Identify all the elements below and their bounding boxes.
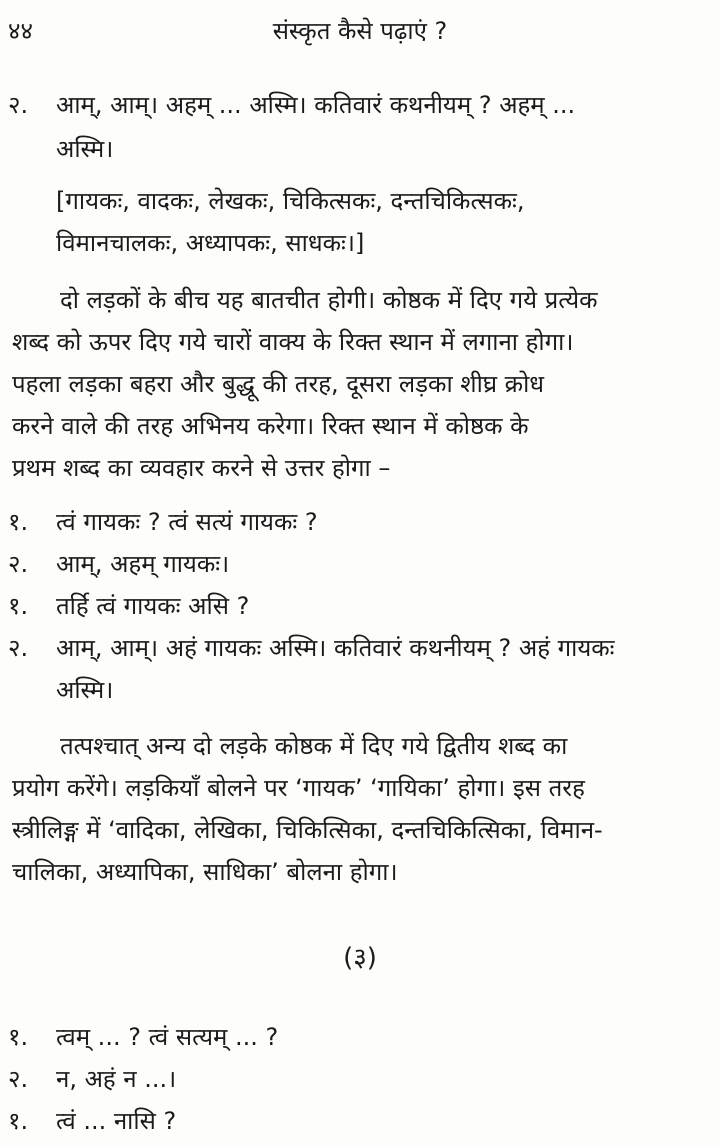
paragraph-line: शब्द को ऊपर दिए गये चारों वाक्य के रिक्त स्थान में लगाना होगा।	[12, 328, 574, 356]
paragraph-line: करने वाले की तरह अभिनय करेगा। रिक्त स्थान में कोष्ठक के	[12, 412, 529, 440]
list-item-text: आम्, आम्। अहं गायकः अस्मि। कतिवारं कथनीयम् ? अहं गायकः	[56, 634, 615, 662]
list-item-text: आम्, आम्। अहम् ... अस्मि। कतिवारं कथनीयम् ? अहम् ...	[56, 91, 576, 119]
bracket-word-list: [गायकः, वादकः, लेखकः, चिकित्सकः, दन्तचिकित्सकः,	[56, 187, 525, 215]
list-item-text: आम्, अहम् गायकः।	[56, 550, 230, 578]
paragraph-line: प्रथम शब्द का व्यवहार करने से उत्तर होगा –	[12, 454, 391, 482]
list-item-text: त्वम् ... ? त्वं सत्यम् ... ?	[56, 1023, 279, 1051]
list-item-number: १.	[8, 592, 29, 620]
list-item-number: २.	[8, 1065, 29, 1093]
list-item-text-continued: अस्मि।	[56, 676, 114, 704]
list-item-text-continued: अस्मि।	[56, 135, 114, 163]
list-item-text: तर्हि त्वं गायकः असि ?	[56, 592, 250, 620]
page-number: ४४	[8, 17, 33, 45]
list-item-number: १.	[8, 1023, 29, 1051]
paragraph-line: पहला लड़का बहरा और बुद्धू की तरह, दूसरा लड़का शीघ्र क्रोध	[12, 370, 545, 398]
list-item-number: १.	[8, 508, 29, 536]
list-item-number: २.	[8, 91, 29, 119]
list-item-number: २.	[8, 634, 29, 662]
section-heading: (३)	[343, 943, 377, 973]
paragraph-line: दो लड़कों के बीच यह बातचीत होगी। कोष्ठक में दिए गये प्रत्येक	[60, 286, 598, 314]
list-item-number: १.	[8, 1107, 29, 1135]
list-item-text: त्वं ... नासि ?	[56, 1107, 177, 1135]
list-item-text: त्वं गायकः ? त्वं सत्यं गायकः ?	[56, 508, 318, 536]
paragraph-line: प्रयोग करेंगे। लड़कियाँ बोलने पर ‘गायक’ ‘गायिका’ होगा। इस तरह	[12, 774, 585, 802]
list-item-text: न, अहं न ...।	[56, 1065, 177, 1093]
paragraph-line: चालिका, अध्यापिका, साधिका’ बोलना होगा।	[12, 858, 398, 886]
running-title: संस्कृत कैसे पढ़ाएं ?	[272, 17, 448, 45]
page-header	[0, 14, 720, 48]
paragraph-line: स्त्रीलिङ्ग में ‘वादिका, लेखिका, चिकित्सिका, दन्तचिकित्सिका, विमान-	[12, 816, 603, 844]
list-item-number: २.	[8, 550, 29, 578]
bracket-word-list-continued: विमानचालकः, अध्यापकः, साधकः।]	[56, 229, 365, 257]
paragraph-line: तत्पश्चात् अन्य दो लड़के कोष्ठक में दिए गये द्वितीय शब्द का	[60, 732, 568, 760]
